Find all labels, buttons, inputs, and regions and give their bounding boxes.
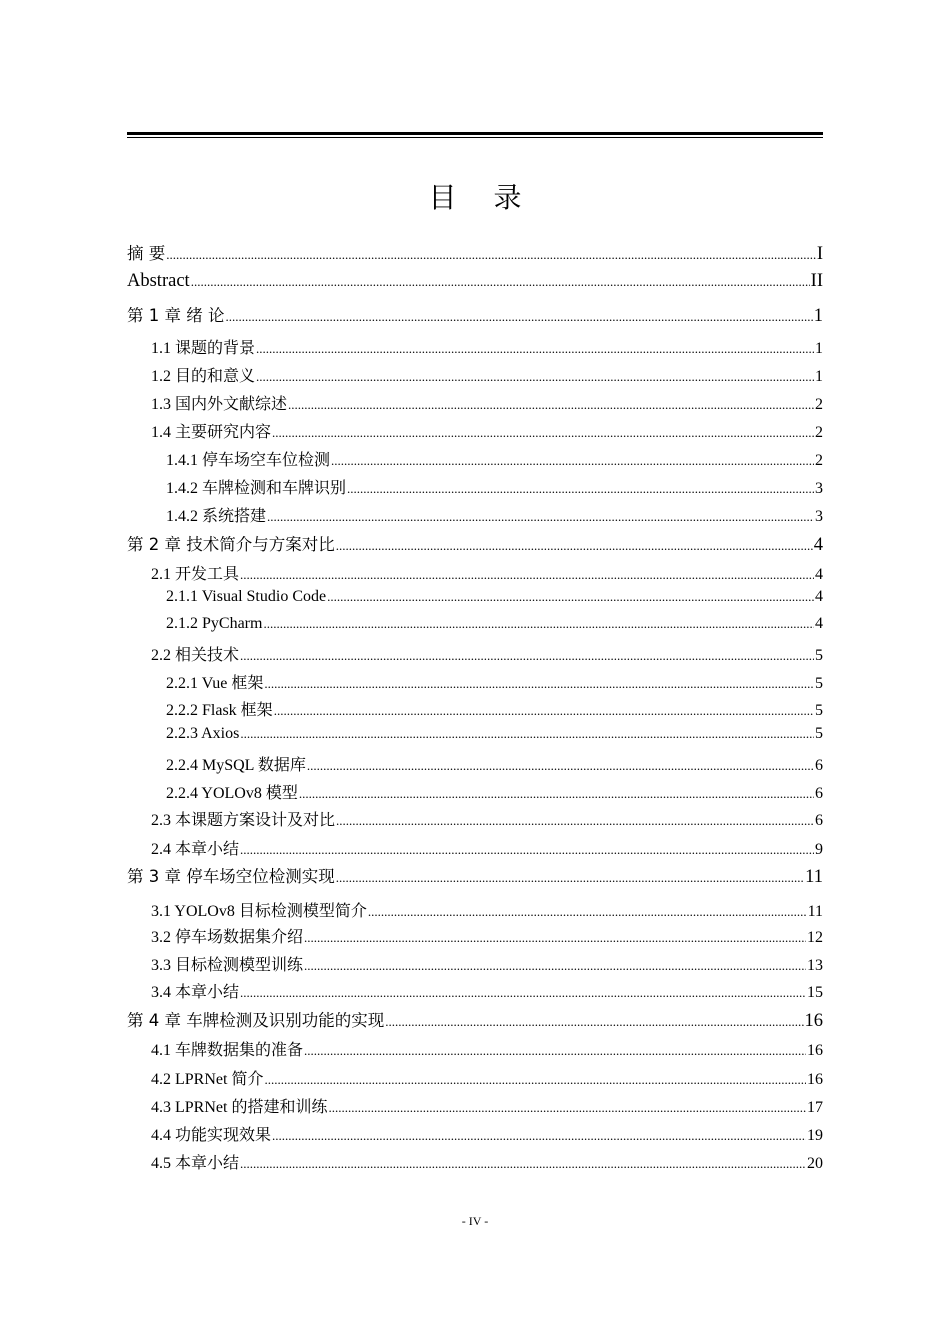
toc-entry-page: 3 xyxy=(815,508,823,525)
toc-entry-page: 6 xyxy=(815,757,823,774)
toc-entry-page: 6 xyxy=(815,812,823,829)
toc-entry-page: I xyxy=(816,244,823,264)
toc-entry-label: 4.3 LPRNet 的搭建和训练 xyxy=(151,1099,328,1116)
toc-entry[interactable] xyxy=(127,752,823,775)
toc-leader-dots xyxy=(191,274,810,290)
toc-entry-page: 19 xyxy=(807,1127,823,1144)
toc-entry[interactable] xyxy=(127,1037,823,1060)
toc-leader-dots xyxy=(264,1072,806,1088)
toc-entry-page: 1 xyxy=(815,368,823,385)
toc-entry-page: 5 xyxy=(815,725,823,742)
page-title: 目 录 xyxy=(428,181,536,214)
toc-entry-page: 9 xyxy=(815,841,823,858)
toc-entry[interactable] xyxy=(127,642,823,665)
toc-entry-label: 3.3 目标检测模型训练 xyxy=(151,957,304,974)
toc-entry-label: 4.2 LPRNet 简介 xyxy=(151,1071,264,1088)
toc-entry-page: 17 xyxy=(807,1099,823,1116)
toc-entry[interactable] xyxy=(127,363,823,386)
toc-leader-dots xyxy=(288,397,814,413)
toc-leader-dots xyxy=(385,1014,803,1030)
toc-entry-label: 1.4 主要研究内容 xyxy=(151,424,272,441)
toc-leader-dots xyxy=(240,985,806,1001)
toc-leader-dots xyxy=(328,1100,806,1116)
toc-entry-label: 4.5 本章小结 xyxy=(151,1155,240,1172)
toc-entry[interactable] xyxy=(127,952,823,975)
toc-entry-label: 1.1 课题的背景 xyxy=(151,340,256,357)
toc-leader-dots xyxy=(304,958,806,974)
toc-entry-label: 3.2 停车场数据集介绍 xyxy=(151,929,304,946)
toc-entry-label: 2.2.4 MySQL 数据库 xyxy=(166,757,306,774)
toc-entry[interactable] xyxy=(127,780,823,803)
toc-entry[interactable] xyxy=(127,271,823,292)
toc-leader-dots xyxy=(347,481,814,497)
header-rule-thin xyxy=(127,137,823,138)
toc-leader-dots xyxy=(225,309,812,325)
toc-entry[interactable] xyxy=(127,302,823,327)
toc-entry-page: 2 xyxy=(815,424,823,441)
toc-entry-label: 3.1 YOLOv8 目标检测模型简介 xyxy=(151,903,367,920)
toc-entry-page: 4 xyxy=(815,588,823,605)
toc-entry[interactable] xyxy=(127,240,823,265)
toc-entry[interactable] xyxy=(127,503,823,526)
toc-entry[interactable] xyxy=(127,1122,823,1145)
toc-entry-label: 第 1 章 绪 论 xyxy=(127,306,225,325)
toc-entry-label: 2.2.1 Vue 框架 xyxy=(166,675,264,692)
toc-leader-dots xyxy=(336,538,813,554)
toc-leader-dots xyxy=(307,758,814,774)
toc-leader-dots xyxy=(368,904,807,920)
toc-entry[interactable] xyxy=(127,561,823,584)
toc-entry-label: 1.3 国内外文献综述 xyxy=(151,396,288,413)
page-number-footer: - IV - xyxy=(461,1214,489,1228)
toc-entry-page: 16 xyxy=(807,1071,823,1088)
toc-entry-label: 摘 要 xyxy=(127,244,166,263)
toc-leader-dots xyxy=(166,247,816,263)
toc-entry-label: 3.4 本章小结 xyxy=(151,984,240,1001)
toc-entry-page: 13 xyxy=(807,957,823,974)
toc-entry[interactable] xyxy=(127,1007,823,1032)
toc-entry-page: 4 xyxy=(813,535,823,555)
toc-entry-page: 2 xyxy=(815,396,823,413)
toc-entry-label: 1.2 目的和意义 xyxy=(151,368,256,385)
toc-entry-page: 20 xyxy=(807,1155,823,1172)
toc-entry[interactable] xyxy=(127,475,823,498)
toc-entry-label: 2.2.4 YOLOv8 模型 xyxy=(166,785,298,802)
toc-entry-page: 4 xyxy=(815,566,823,583)
toc-leader-dots xyxy=(256,341,814,357)
toc-entry[interactable] xyxy=(127,807,823,830)
toc-entry[interactable] xyxy=(127,1066,823,1089)
toc-entry-page: 16 xyxy=(804,1011,823,1031)
toc-entry[interactable] xyxy=(127,588,823,606)
toc-leader-dots xyxy=(331,453,814,469)
toc-entry-label: 1.4.2 车牌检测和车牌识别 xyxy=(166,480,347,497)
toc-entry[interactable] xyxy=(127,725,823,743)
toc-entry-page: 11 xyxy=(805,867,823,887)
toc-entry-page: 5 xyxy=(815,647,823,664)
toc-entry[interactable] xyxy=(127,1150,823,1173)
toc-leader-dots xyxy=(264,676,814,692)
toc-leader-dots xyxy=(267,509,814,525)
toc-entry[interactable] xyxy=(127,697,823,720)
toc-leader-dots xyxy=(304,930,806,946)
toc-entry[interactable] xyxy=(127,979,823,1002)
toc-entry[interactable] xyxy=(127,863,823,888)
toc-entry-page: 1 xyxy=(815,340,823,357)
toc-entry-label: 第 3 章 停车场空位检测实现 xyxy=(127,867,335,886)
toc-leader-dots xyxy=(256,369,814,385)
toc-entry-label: 第 2 章 技术简介与方案对比 xyxy=(127,535,335,554)
toc-entry-page: 5 xyxy=(815,702,823,719)
toc-entry-page: 11 xyxy=(807,903,823,920)
toc-leader-dots xyxy=(240,1156,806,1172)
toc-entry-page: 5 xyxy=(815,675,823,692)
toc-entry[interactable] xyxy=(127,836,823,859)
toc-leader-dots xyxy=(327,589,814,605)
toc-entry-label: 2.1.2 PyCharm xyxy=(166,615,263,632)
toc-entry[interactable] xyxy=(127,898,823,921)
toc-leader-dots xyxy=(336,870,804,886)
toc-leader-dots xyxy=(263,616,814,632)
toc-leader-dots xyxy=(274,703,814,719)
toc-entry-page: 15 xyxy=(807,984,823,1001)
toc-entry-page: 1 xyxy=(813,306,823,326)
toc-entry-page: 2 xyxy=(815,452,823,469)
toc-leader-dots xyxy=(336,813,814,829)
toc-entry-page: 6 xyxy=(815,785,823,802)
header-rule-thick xyxy=(127,132,823,135)
toc-entry-page: 16 xyxy=(807,1042,823,1059)
toc-leader-dots xyxy=(299,786,814,802)
toc-leader-dots xyxy=(272,1128,806,1144)
toc-entry[interactable] xyxy=(127,335,823,358)
toc-leader-dots xyxy=(240,726,814,742)
toc-entry-label: 4.1 车牌数据集的准备 xyxy=(151,1042,304,1059)
toc-entry[interactable] xyxy=(127,419,823,442)
toc-entry[interactable] xyxy=(127,447,823,470)
toc-entry-page: 4 xyxy=(815,615,823,632)
toc-leader-dots xyxy=(240,842,814,858)
toc-entry-label: 2.2.3 Axios xyxy=(166,725,240,742)
toc-entry-label: Abstract xyxy=(127,271,190,291)
toc-entry-label: 第 4 章 车牌检测及识别功能的实现 xyxy=(127,1011,385,1030)
toc-entry[interactable] xyxy=(127,531,823,556)
toc-leader-dots xyxy=(240,648,814,664)
toc-entry-label: 1.4.1 停车场空车位检测 xyxy=(166,452,331,469)
toc-entry[interactable] xyxy=(127,391,823,414)
toc-leader-dots xyxy=(272,425,814,441)
toc-leader-dots xyxy=(240,567,814,583)
toc-entry[interactable] xyxy=(127,615,823,633)
toc-entry-page: II xyxy=(810,271,823,291)
toc-entry-page: 3 xyxy=(815,480,823,497)
toc-entry[interactable] xyxy=(127,1094,823,1117)
toc-entry[interactable] xyxy=(127,670,823,693)
toc-leader-dots xyxy=(304,1043,806,1059)
toc-entry-page: 12 xyxy=(807,929,823,946)
toc-entry-label: 1.4.2 系统搭建 xyxy=(166,508,267,525)
toc-entry-label: 2.2.2 Flask 框架 xyxy=(166,702,273,719)
toc-entry-label: 4.4 功能实现效果 xyxy=(151,1127,272,1144)
toc-entry-label: 2.4 本章小结 xyxy=(151,841,240,858)
toc-entry-label: 2.1.1 Visual Studio Code xyxy=(166,588,327,605)
toc-entry-label: 2.2 相关技术 xyxy=(151,647,240,664)
toc-entry-label: 2.3 本课题方案设计及对比 xyxy=(151,812,336,829)
toc-entry[interactable] xyxy=(127,924,823,947)
toc-entry-label: 2.1 开发工具 xyxy=(151,566,240,583)
